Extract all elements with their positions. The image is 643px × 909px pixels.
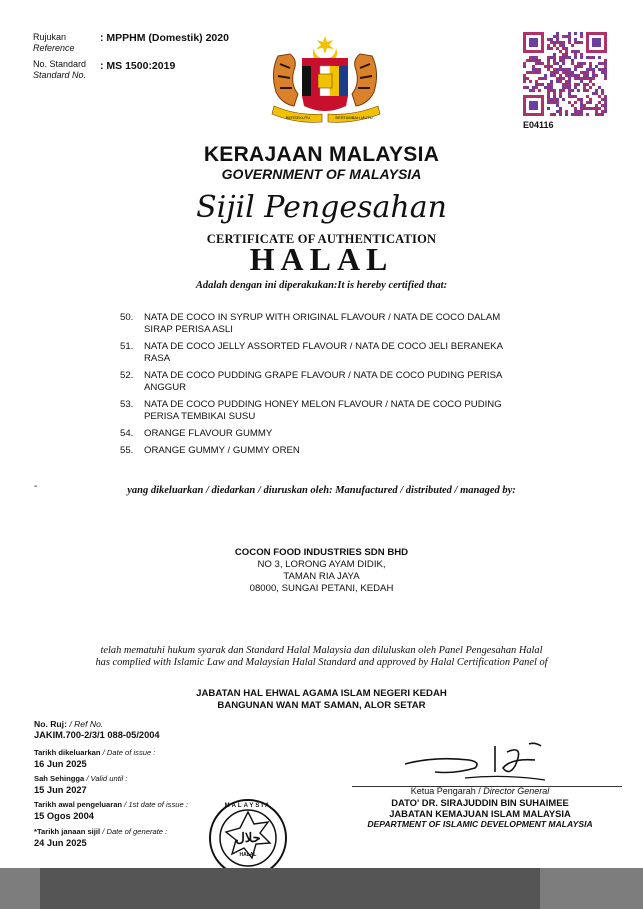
qr-code-icon — [523, 32, 607, 116]
svg-text:حلال: حلال — [235, 831, 261, 846]
qr-code-id: E04116 — [523, 120, 554, 130]
issuing-authority: JABATAN HAL EHWAL AGAMA ISLAM NEGERI KEDAH BANGUNAN WAN MAT SAMAN, ALOR SETAR — [196, 688, 447, 711]
company-address-line: 08000, SUNGAI PETANI, KEDAH — [249, 583, 394, 594]
certificate-title-ms: Sijil Pengesahan — [196, 190, 447, 225]
dash-mark: - — [34, 481, 38, 492]
halal-logo-icon — [208, 798, 288, 878]
list-item: 54. ORANGE FLAVOUR GUMMY — [120, 428, 273, 439]
signatory-department-en: DEPARTMENT OF ISLAMIC DEVELOPMENT MALAYSIA — [367, 819, 593, 829]
government-title-ms: KERAJAAN MALAYSIA — [203, 143, 440, 166]
company-name: COCON FOOD INDUSTRIES SDN BHD — [234, 547, 409, 558]
footer-bar — [0, 868, 643, 909]
list-item: 52. NATA DE COCO PUDDING GRAPE FLAVOUR / NATA DE COCO PUDING PERISA ANGGUR — [120, 370, 502, 393]
date-of-issue: Tarikh dikeluarkan / Date of issue : 16 Jun 2025 — [34, 748, 156, 769]
government-title-en: GOVERNMENT OF MALAYSIA — [221, 166, 422, 182]
svg-text:MALAYSIA: MALAYSIA — [224, 803, 272, 809]
certified-that-text: Adalah dengan ini diperakukan:It is hereby certified that: — [195, 280, 448, 291]
reference-label: Rujukan Reference — [33, 32, 75, 53]
svg-text:HALAL: HALAL — [239, 852, 257, 858]
standard-label: No. Standard Standard No. — [33, 59, 87, 80]
company-address-line: TAMAN RIA JAYA — [283, 571, 360, 582]
signatory-name: DATO' DR. SIRAJUDDIN BIN SUHAIMEE — [391, 797, 569, 808]
emblem-ribbon-right: BERTAMBAH MUTU — [335, 115, 373, 120]
manufactured-by-text: yang dikeluarkan / diedarkan / diuruskan oleh: Manufactured / distributed / managed by: — [127, 485, 516, 496]
list-item: 51. NATA DE COCO JELLY ASSORTED FLAVOUR / NATA DE COCO JELI BERANEKA RASA — [120, 341, 503, 364]
certificate-title-en: CERTIFICATE OF AUTHENTICATION — [206, 232, 437, 246]
first-date-of-issue: Tarikh awal pengeluaran / 1st date of issue : 15 Ogos 2004 — [34, 800, 188, 821]
company-address-line: NO 3, LORONG AYAM DIDIK, — [257, 559, 386, 570]
signatory-block: Ketua Pengarah / Director General DATO' DR. SIRAJUDDIN BIN SUHAIMEE JABATAN KEMAJUAN ISLAM MALAYSIA DEPARTMENT OF ISLAMIC DEVELOPMENT MALAYSIA — [330, 786, 630, 830]
ref-number: No. Ruj: / Ref No. JAKIM.700-2/3/1 088-05/2004 — [34, 719, 160, 740]
standard-value: : MS 1500:2019 — [100, 60, 176, 72]
halal-title: HALAL — [249, 241, 394, 277]
reference-value: : MPPHM (Domestik) 2020 — [100, 32, 229, 44]
list-item: 53. NATA DE COCO PUDDING HONEY MELON FLAVOUR / NATA DE COCO PUDING PERISA TEMBIKAI SUSU — [120, 399, 502, 422]
coat-of-arms-icon — [268, 34, 382, 124]
emblem-ribbon-left: BERSEKUTU — [285, 115, 311, 120]
signatory-department-ms: JABATAN KEMAJUAN ISLAM MALAYSIA — [389, 808, 571, 819]
company-block — [0, 547, 643, 595]
list-item: 55. ORANGE GUMMY / GUMMY OREN — [120, 445, 300, 456]
product-list — [120, 312, 520, 462]
compliance-text: telah mematuhi hukum syarak dan Standard Halal Malaysia dan diluluskan oleh Panel Pengesahan Halal has complied with Islamic Law and Malaysian Halal Standard and approved by Halal Certification Panel of — [95, 645, 548, 668]
signature-icon — [395, 738, 555, 786]
list-item: 50. NATA DE COCO IN SYRUP WITH ORIGINAL FLAVOUR / NATA DE COCO DALAM SIRAP PERISA ASLI — [120, 312, 501, 335]
valid-until: Sah Sehingga / Valid until : 15 Jun 2027 — [34, 774, 128, 795]
date-of-generate: *Tarikh janaan sijil / Date of generate : 24 Jun 2025 — [34, 827, 168, 848]
